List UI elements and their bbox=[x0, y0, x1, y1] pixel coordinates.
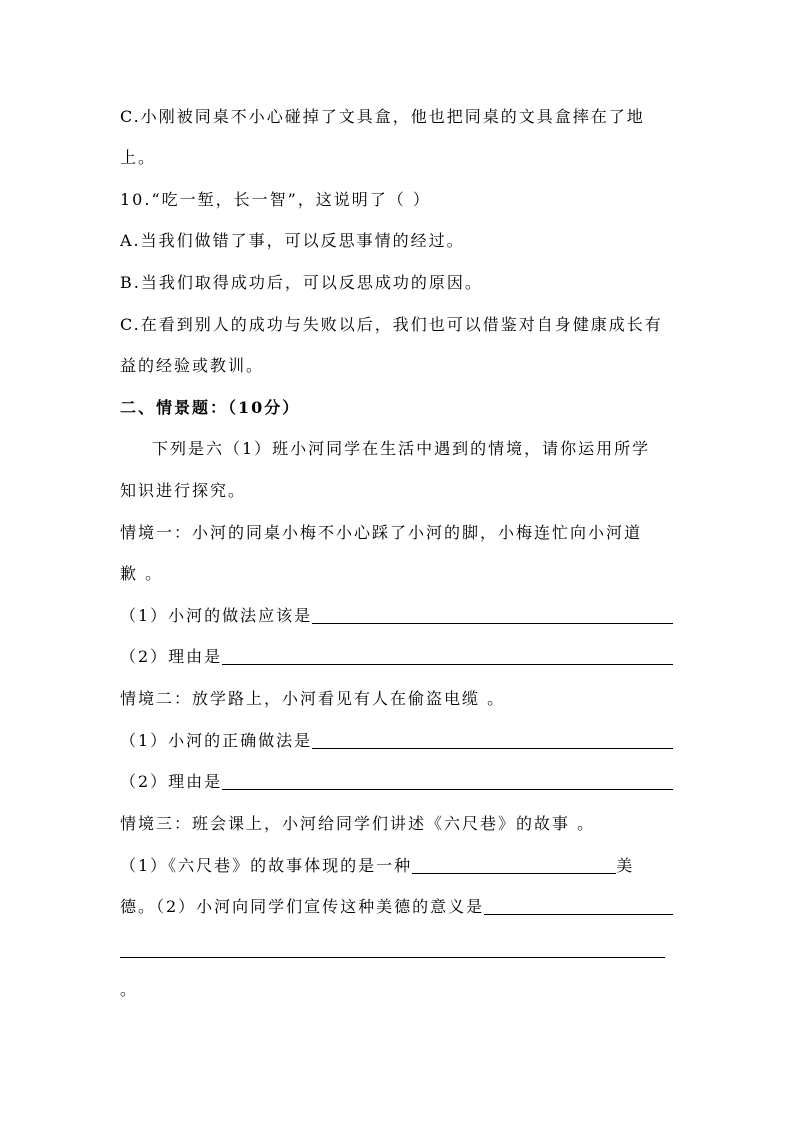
scenario2-question1-label: （1）小河的正确做法是 bbox=[120, 731, 313, 750]
answer-blank bbox=[312, 607, 673, 624]
answer-blank-continuation bbox=[120, 957, 665, 958]
q10-option-a: A.当我们做错了事，可以反思事情的经过。 bbox=[120, 231, 465, 250]
scenario3-question1-suffix: 美 bbox=[616, 856, 635, 875]
scenario2-text: 情境二：放学路上，小河看见有人在偷盗电缆 。 bbox=[120, 689, 506, 708]
scenario1-question2 bbox=[120, 646, 673, 668]
scenario1-line2: 歉 。 bbox=[120, 564, 164, 583]
scenario1-question2-label: （2）理由是 bbox=[120, 647, 223, 666]
section2-intro-line1: 下列是六（1）班小河同学在生活中遇到的情境，请你运用所学 bbox=[152, 439, 651, 458]
section2-heading: 二、情景题：（10分） bbox=[120, 398, 301, 417]
q10-option-c-line1: C.在看到别人的成功与失败以后，我们也可以借鉴对自身健康成长有 bbox=[120, 315, 663, 334]
answer-blank bbox=[412, 857, 616, 874]
scenario1-question1-label: （1）小河的做法应该是 bbox=[120, 606, 313, 625]
q10-stem: 10.“吃一堑，长一智”，这说明了（ ） bbox=[120, 190, 431, 209]
q10-option-c-line2: 益的经验或教训。 bbox=[120, 356, 265, 375]
answer-blank bbox=[484, 898, 673, 915]
scenario3-question2 bbox=[120, 896, 673, 918]
scenario3-question2-label: 德。（2）小河向同学们宣传这种美德的意义是 bbox=[120, 897, 485, 916]
scenario1-line1: 情境一：小河的同桌小梅不小心踩了小河的脚，小梅连忙向小河道 bbox=[120, 523, 643, 542]
q9-option-c-line2: 上。 bbox=[120, 148, 157, 167]
answer-blank bbox=[222, 773, 673, 790]
scenario3-question1-label: （1）《六尺巷》的故事体现的是一种 bbox=[120, 856, 413, 875]
scenario3-question1 bbox=[120, 855, 673, 877]
scenario1-question1 bbox=[120, 605, 673, 627]
scenario3-text: 情境三：班会课上，小河给同学们讲述《六尺巷》的故事 。 bbox=[120, 814, 596, 833]
scenario3-end-mark: 。 bbox=[120, 980, 139, 999]
answer-blank bbox=[312, 732, 673, 749]
scenario2-question1 bbox=[120, 730, 673, 752]
q10-option-b: B.当我们取得成功后，可以反思成功的原因。 bbox=[120, 273, 483, 292]
section2-intro-line2: 知识进行探究。 bbox=[120, 481, 247, 500]
scenario2-question2 bbox=[120, 771, 673, 793]
answer-blank bbox=[222, 648, 673, 665]
q9-option-c-line1: C.小刚被同桌不小心碰掉了文具盒，他也把同桌的文具盒摔在了地 bbox=[120, 107, 645, 126]
scenario2-question2-label: （2）理由是 bbox=[120, 772, 223, 791]
